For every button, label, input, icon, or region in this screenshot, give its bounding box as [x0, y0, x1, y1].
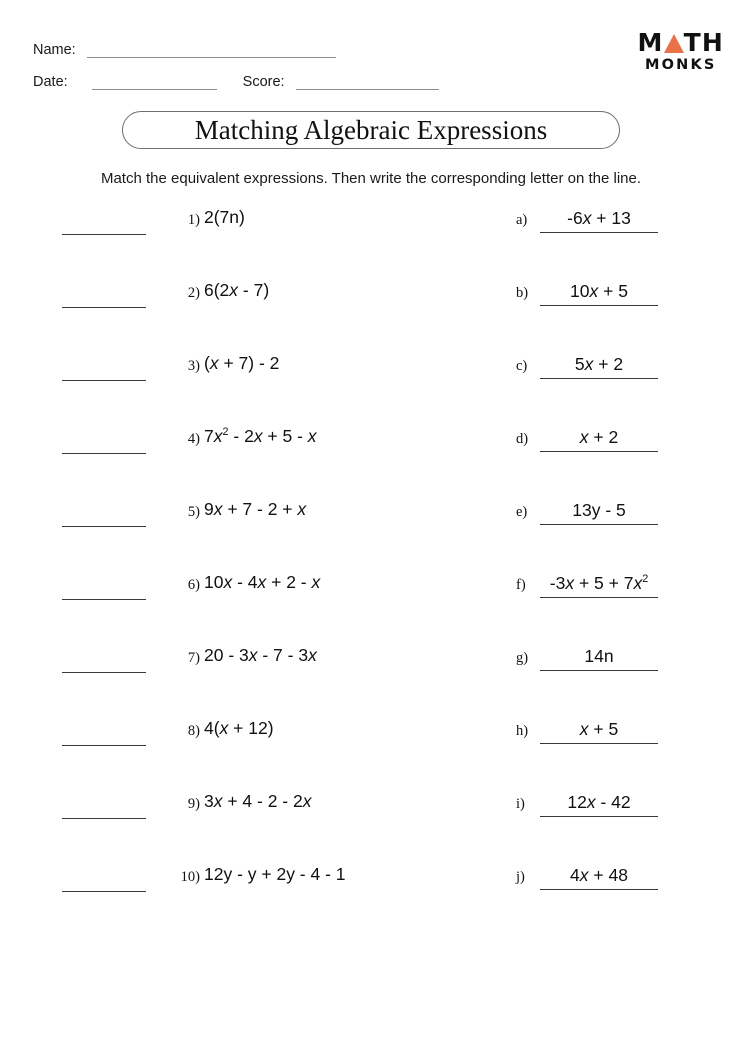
- problem-number-2: 2): [187, 285, 200, 301]
- problem-number-6: 6): [187, 577, 200, 593]
- answer-cell-a[interactable]: [540, 206, 658, 233]
- answer-cell-j[interactable]: [540, 863, 658, 890]
- problem-number-5: 5): [187, 504, 200, 520]
- answer-expression-g: 14n: [584, 646, 614, 666]
- problem-row: [0, 200, 742, 273]
- date-label: Date:: [33, 74, 68, 90]
- problem-expression-5: 9x + 7 - 2 + x: [204, 499, 307, 519]
- problem-row: [0, 638, 742, 711]
- date-input-line[interactable]: [92, 76, 217, 90]
- answer-cell-h[interactable]: [540, 717, 658, 744]
- answer-cell-g[interactable]: [540, 644, 658, 671]
- triangle-icon: [664, 34, 684, 53]
- name-label: Name:: [33, 42, 76, 58]
- problem-expression-3: (x + 7) - 2: [204, 353, 280, 373]
- problem-row: [0, 492, 742, 565]
- answer-cell-e[interactable]: [540, 498, 658, 525]
- answer-letter-e: e): [516, 504, 528, 520]
- answer-letter-b: b): [516, 285, 529, 301]
- answer-blank-5[interactable]: [62, 526, 146, 527]
- problem-expression-1: 2(7n): [204, 207, 245, 227]
- problem-number-9: 9): [187, 796, 200, 812]
- problem-row: [0, 346, 742, 419]
- page-title-banner: [122, 111, 620, 149]
- name-field-row: [33, 42, 336, 58]
- answer-blank-4[interactable]: [62, 453, 146, 454]
- problem-number-10: 10): [180, 869, 200, 885]
- name-input-line[interactable]: [87, 44, 336, 58]
- answer-expression-h: x + 5: [579, 719, 619, 739]
- score-input-line[interactable]: [296, 76, 439, 90]
- answer-letter-i: i): [516, 796, 525, 812]
- problem-row: [0, 419, 742, 492]
- answer-expression-b: 10x + 5: [570, 281, 628, 301]
- score-label: Score:: [242, 74, 285, 90]
- answer-cell-b[interactable]: [540, 279, 658, 306]
- answer-blank-10[interactable]: [62, 891, 146, 892]
- date-score-field-row: [33, 74, 439, 90]
- answer-blank-2[interactable]: [62, 307, 146, 308]
- answer-blank-7[interactable]: [62, 672, 146, 673]
- problem-expression-8: 4(x + 12): [204, 718, 274, 738]
- problem-row: [0, 857, 742, 930]
- answer-expression-d: x + 2: [579, 427, 619, 447]
- logo-monks-wordmark: MONKS: [644, 57, 717, 73]
- problem-expression-6: 10x - 4x + 2 - x: [204, 572, 321, 592]
- answer-expression-a: -6x + 13: [567, 208, 631, 228]
- problem-grid: [0, 200, 742, 930]
- problem-row: [0, 784, 742, 857]
- problem-expression-4: $7x^2 - 2x + 5 - x$: [204, 426, 317, 446]
- problem-expression-10: 12y - y + 2y - 4 - 1: [204, 864, 346, 884]
- answer-expression-f: $-3x + 5 + 7x^2$: [549, 573, 649, 593]
- logo-letter-m: M: [637, 28, 664, 57]
- answer-blank-1[interactable]: [62, 234, 146, 235]
- problem-number-1: 1): [187, 212, 200, 228]
- problem-number-7: 7): [187, 650, 200, 666]
- answer-cell-d[interactable]: [540, 425, 658, 452]
- problem-expression-9: 3x + 4 - 2 - 2x: [204, 791, 312, 811]
- answer-expression-i: 12x - 42: [567, 792, 631, 812]
- instructions-text: Match the equivalent expressions. Then write the corresponding letter on the line.: [100, 170, 642, 187]
- answer-letter-c: c): [516, 358, 528, 374]
- problem-expression-7: 20 - 3x - 7 - 3x: [204, 645, 317, 665]
- problem-number-3: 3): [187, 358, 200, 374]
- answer-letter-g: g): [516, 650, 529, 666]
- problem-row: [0, 565, 742, 638]
- answer-expression-e: 13y - 5: [572, 500, 626, 520]
- problem-number-8: 8): [187, 723, 200, 739]
- answer-cell-f[interactable]: [540, 571, 658, 598]
- mathmonks-logo: [638, 30, 724, 73]
- answer-blank-8[interactable]: [62, 745, 146, 746]
- answer-expression-j: 4x + 48: [570, 865, 628, 885]
- answer-letter-f: f): [516, 577, 526, 593]
- problem-number-4: 4): [187, 431, 200, 447]
- answer-letter-h: h): [516, 723, 529, 739]
- answer-cell-i[interactable]: [540, 790, 658, 817]
- problem-expression-2: 6(2x - 7): [204, 280, 270, 300]
- answer-cell-c[interactable]: [540, 352, 658, 379]
- page-title: Matching Algebraic Expressions: [194, 114, 548, 145]
- answer-letter-a: a): [516, 212, 528, 228]
- answer-letter-j: j): [516, 869, 525, 885]
- answer-blank-9[interactable]: [62, 818, 146, 819]
- problem-row: [0, 273, 742, 346]
- problem-row: [0, 711, 742, 784]
- logo-math-wordmark: [638, 30, 724, 55]
- answer-blank-3[interactable]: [62, 380, 146, 381]
- worksheet-header: [0, 0, 742, 100]
- answer-blank-6[interactable]: [62, 599, 146, 600]
- logo-letters-th: TH: [683, 28, 724, 57]
- answer-expression-c: 5x + 2: [574, 354, 624, 374]
- answer-letter-d: d): [516, 431, 529, 447]
